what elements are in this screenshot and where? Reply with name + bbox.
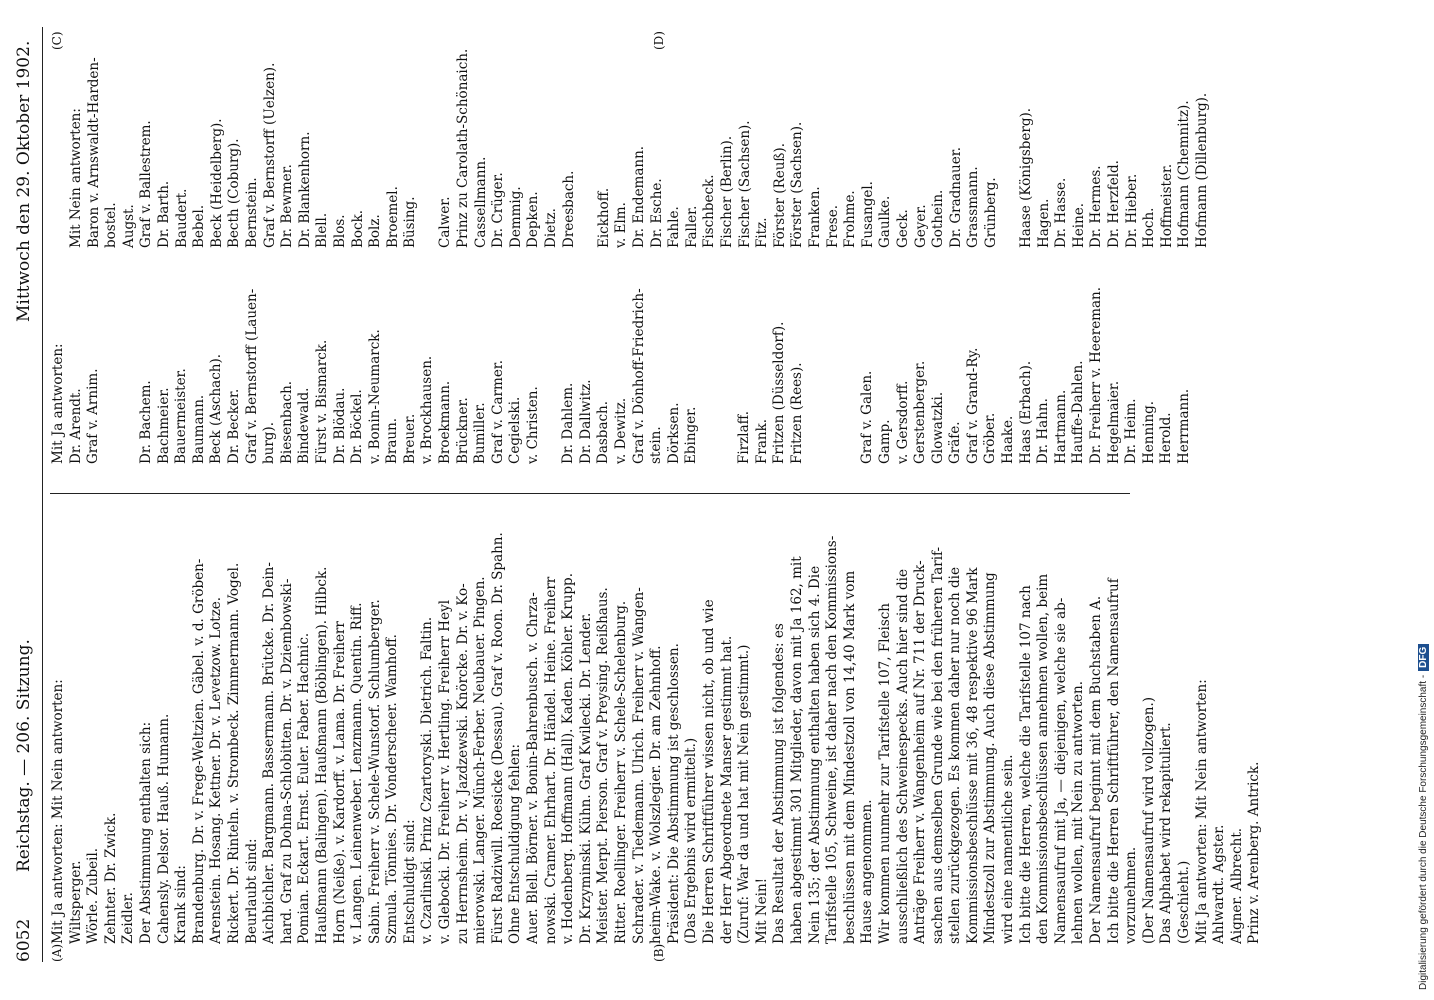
text-line: Sabin. Freiherr v. Schele-Wunstorf. Schlumberger.	[366, 599, 383, 944]
text-line: vorzunehmen.	[1123, 846, 1140, 944]
text-line: Horn (Neiße). v. Kardorff. v. Lama. Dr. Freiherr	[331, 621, 348, 944]
ja-name-line: Braun.	[384, 417, 401, 464]
ja-name-line: Gamp.	[876, 419, 893, 464]
margin-marker-b: (B)	[652, 943, 666, 962]
ja-name-line: Graf v. Carmer.	[489, 359, 506, 464]
ja-name-line: Henning.	[1140, 400, 1157, 464]
nein-name-line: bostel.	[103, 202, 120, 248]
text-line: Meister. Merpt. Pierson. Graf v. Preysing. Reißhaus.	[595, 587, 612, 944]
ja-name-line: Mit Ja antworten:	[50, 343, 66, 464]
nein-name-line	[1000, 28, 1018, 248]
ja-name-line: Graf v. Bernstorff (Lauen-	[243, 288, 260, 464]
nein-name-line: Fitz.	[754, 217, 771, 248]
text-line: Auer. Blell. Börner. v. Bonin-Bahrenbusch. v. Chrza-	[525, 592, 542, 944]
nein-name-line: Fahle.	[666, 206, 683, 248]
nein-name-line: Hoch.	[1141, 207, 1158, 248]
column-divider	[50, 493, 1130, 494]
text-line: ausschließlich des Schweinespecks. Auch hier sind die	[894, 569, 911, 944]
nein-name-line: Dr. Bewmer.	[279, 164, 296, 248]
text-line: Das Resultat der Abstimmung ist folgendes: es	[771, 623, 788, 944]
ja-name-line: Dr. Dallwitz.	[577, 379, 594, 464]
text-line: Aichbichler. Bargmann. Bassermann. Brütcke. Dr. Dein-	[261, 562, 278, 944]
ja-name-line: Bauermeister.	[173, 368, 190, 464]
ja-name-line: Ebinger.	[683, 406, 700, 464]
nein-name-line: Faller.	[683, 205, 700, 248]
ja-name-line: Frank.	[753, 418, 770, 464]
text-line: Rickert. Dr. Rinteln. v. Strombeck. Zimmermann. Vogel.	[225, 562, 242, 944]
text-line: Wörle. Zubeil.	[85, 847, 102, 944]
nein-name-line: Graf v. Ballestrem.	[138, 120, 155, 248]
header-date: Mittwoch den 29. Oktober 1902.	[14, 40, 34, 322]
nein-name-line: Dr. Hasse.	[1053, 177, 1070, 248]
nein-name-line: v. Elm.	[613, 202, 630, 248]
text-line: beschlüssen mit dem Mindestzoll von 14,40 Mark vom	[841, 570, 858, 944]
ja-name-line: Gräfe.	[947, 421, 964, 464]
nein-name-line: Geyer.	[912, 204, 929, 248]
ja-name-line: Dr. Becker.	[225, 388, 242, 464]
nein-name-line: Geck.	[894, 209, 911, 248]
text-line: wird eine namentliche sein.	[1000, 754, 1017, 944]
nein-name-line: Hagen.	[1035, 198, 1052, 248]
ja-name-line: Biesenbach.	[278, 380, 295, 464]
text-line: Brandenburg. Dr. v. Frege-Weltzien. Gäbel. v. d. Gröben-	[190, 558, 207, 944]
ja-name-line: Dr. Arendt.	[67, 388, 84, 464]
nein-name-line: Heine.	[1070, 202, 1087, 248]
nein-name-line: Baron v. Arnswaldt-Harden-	[85, 57, 102, 248]
text-line: Die Herren Schriftführer wissen nicht, ob und wie	[700, 599, 717, 944]
ja-name-line: Beck (Aschach).	[208, 353, 225, 464]
nein-name-line: Becth (Coburg).	[226, 138, 243, 248]
ja-name-line: Brückner.	[454, 397, 471, 464]
text-line: Zehnter. Dr. Zwick.	[102, 812, 119, 944]
nein-name-line: Dr. Crüger.	[490, 172, 507, 248]
text-line: Mit Nein!	[753, 877, 770, 944]
right-subcolumn	[68, 28, 1212, 248]
page-header	[12, 27, 40, 962]
ja-name-line: Graf v. Arnim.	[85, 368, 102, 464]
text-line: Kommissionsbeschlüsse mit 36, 48 respektive 96 Mark	[964, 567, 981, 944]
nein-name-line: Grassmann.	[965, 166, 982, 248]
rotated-page	[12, 27, 1382, 962]
nein-name-line: Baudert.	[173, 188, 190, 248]
ja-name-line: Dr. Heim.	[1123, 398, 1140, 464]
text-line: Tarifstelle 105, Schweine, ist daher nach den Kommissions-	[824, 535, 841, 944]
text-line: Ritter. Roellinger. Freiherr v. Schele-Schelenburg.	[613, 600, 629, 944]
nein-name-line: Bernstein.	[243, 177, 260, 248]
nein-name-line: Dietz.	[543, 208, 560, 248]
text-line: (Das Ergebnis wird ermittelt.)	[683, 737, 700, 944]
nein-name-line: Graf v. Bernstorff (Uelzen).	[261, 62, 278, 248]
ja-name-line: v. Gersdorff.	[894, 380, 911, 464]
text-line: (Zuruf: War da und hat mit Nein gestimmt.)	[736, 644, 753, 944]
ja-name-line: Dasbach.	[595, 400, 612, 464]
text-line: Cahensly. Delsor. Hauß. Humann.	[155, 713, 172, 944]
text-line: haben abgestimmt 301 Mitglieder, davon mit Ja 162, mit	[788, 556, 805, 944]
ja-name-line: Baumann.	[190, 394, 207, 464]
ja-name-line: v. Brockhausen.	[419, 355, 436, 464]
nein-name-line: Bolz.	[367, 214, 384, 248]
nein-name-line: Bebel.	[191, 204, 208, 248]
text-line: Entschuldigt sind:	[401, 819, 418, 944]
ja-name-line: Bachmeier.	[155, 387, 172, 464]
ja-name-line: Bindewald.	[296, 387, 313, 464]
nein-name-line: Dr. Gradnauer.	[947, 147, 964, 248]
text-line: Nein 135; der Abstimmung enthalten haben sich 4. Die	[806, 565, 823, 944]
nein-name-line: Eickhoff.	[595, 187, 612, 248]
nein-name-line: Augst.	[120, 204, 137, 248]
margin-marker-d: (D)	[652, 31, 666, 50]
ja-name-line: v. Dewitz.	[613, 397, 629, 464]
text-line: Ich bitte die Herren Schriftführer, den Namensaufruf	[1105, 578, 1122, 944]
text-line: Aigner. Albrecht.	[1228, 827, 1245, 944]
text-line: Hause angenommen.	[859, 799, 876, 944]
nein-name-line: Blell.	[314, 212, 331, 248]
text-line: nowski. Cramer. Ehrhart. Dr. Händel. Heine. Freiherr	[542, 576, 559, 944]
nein-name-line: Förster (Sachsen).	[789, 121, 806, 248]
nein-name-line: Frohme.	[842, 190, 859, 248]
text-line: Fürst Radziwill. Roesicke (Dessau). Graf v. Roon. Dr. Spahn.	[489, 532, 506, 944]
ja-name-line: Gerstenberger.	[912, 360, 929, 464]
text-line: Dr. Krzyminski. Kühn. Graf Kwilecki. Dr. Lender.	[577, 612, 594, 944]
nein-name-line: Dr. Hieber.	[1123, 173, 1140, 248]
nein-name-line: Calwer.	[437, 196, 454, 248]
ja-name-line: Fürst v. Bismarck.	[313, 339, 330, 464]
nein-name-line: Dr. Endemann.	[631, 145, 647, 248]
text-line: stellen zurückgezogen. Es kommen daher nur noch die	[947, 567, 964, 944]
text-line: v. Langen. Leinenweber. Lenzmann. Quentin. Riff.	[349, 602, 366, 944]
ja-name-line: Bumiller.	[472, 402, 489, 464]
nein-name-line: Büsing.	[402, 196, 419, 248]
nein-name-line: Depken.	[525, 191, 542, 248]
ja-name-line: Graf v. Grand-Ry.	[964, 347, 981, 464]
nein-name-line: Dr. Esche.	[648, 178, 665, 248]
text-line: Ohne Entschuldigung fehlen:	[507, 743, 524, 944]
text-line: Mit Ja antworten: Mit Nein antworten:	[1193, 679, 1210, 944]
nein-name-line: Franken.	[806, 186, 823, 248]
ja-name-line: Dr. Hahn.	[1035, 398, 1052, 464]
text-line: Das Alphabet wird rekapituliert.	[1158, 722, 1175, 944]
nein-name-line: Demmig.	[507, 186, 524, 248]
nein-name-line: Dr. Blankenhorn.	[296, 131, 313, 248]
nein-name-line: Cassellmann.	[472, 156, 489, 248]
ja-name-line: Dr. Bachem.	[137, 380, 154, 464]
ja-name-line: Fritzen (Rees).	[788, 362, 805, 464]
page-number: 6052	[14, 918, 34, 962]
dfg-logo: DFG	[1418, 644, 1429, 671]
text-line: der Herr Abgeordnete Manser gestimmt hat.	[718, 635, 735, 944]
text-line: v. Hodenberg. Hoffmann (Hall). Kaden. Köhler. Krupp.	[560, 573, 577, 944]
text-line: Beurlaubt sind:	[243, 838, 260, 944]
watermark	[1418, 644, 1429, 990]
text-line: v. Glebocki. Dr. Freiherr v. Hertling. Freiherr Heyl	[437, 599, 454, 944]
nein-name-line: Dreesbach.	[560, 170, 577, 248]
ja-name-line: Hartmann.	[1052, 389, 1069, 464]
text-line: Haußmann (Balingen). Haußmann (Böblingen). Hilbck.	[313, 566, 330, 944]
text-line: Prinz v. Arenberg. Antrick.	[1246, 761, 1263, 944]
text-line: hard. Graf zu Dohna-Schlobitten. Dr. v. Dziembowski-	[278, 578, 295, 944]
text-line: Präsident: Die Abstimmung ist geschlossen.	[665, 643, 682, 944]
ja-name-line: Herrmann.	[1176, 388, 1192, 464]
nein-name-line: Fusangel.	[859, 181, 876, 248]
text-line: Ich bitte die Herren, welche die Tarifstelle 107 nach	[1017, 585, 1034, 944]
text-line: Der Namensaufruf beginnt mit dem Buchstaben A.	[1088, 595, 1105, 944]
text-line: lehnen wollen, mit Nein zu antworten.	[1070, 681, 1087, 944]
ja-name-line: Gröber.	[982, 412, 999, 464]
nein-name-line: Gaulke.	[877, 195, 894, 248]
nein-name-line: Förster (Reuß).	[771, 143, 788, 248]
nein-name-line: Dr. Barth.	[155, 180, 172, 248]
ja-name-line: v. Christen.	[525, 386, 542, 464]
text-line: Anträge Freiherr v. Wangenheim auf Nr. 711 der Druck-	[912, 560, 929, 944]
margin-marker-a: (A)	[50, 943, 64, 962]
nein-name-line	[420, 28, 438, 248]
nein-name-line: Mit Nein antworten:	[68, 108, 84, 248]
nein-name-line: Bock.	[349, 209, 366, 248]
nein-name-line: Dr. Herzfeld.	[1106, 160, 1123, 248]
ja-name-line: Herold.	[1158, 412, 1175, 464]
header-title: Reichstag. — 206. Sitzung.	[14, 639, 34, 872]
text-line: Schrader. v. Tiedemann. Ulrich. Freiherr v. Wangen-	[630, 587, 647, 944]
text-line: Ahlwardt. Agster.	[1211, 824, 1228, 944]
ja-name-line: Firzlaff.	[736, 410, 753, 464]
ja-name-line: Graf v. Dönhoff-Friedrich-	[630, 288, 647, 464]
ja-name-line: stein.	[648, 426, 665, 464]
text-line: Mit Ja antworten: Mit Nein antworten:	[50, 679, 66, 944]
ja-name-line: burg).	[261, 422, 278, 464]
ja-name-line: Hauffe-Dahlen.	[1070, 360, 1087, 464]
text-line: Krank sind:	[173, 865, 190, 944]
text-line: den Kommissionsbeschlüssen annehmen wollen, beim	[1035, 573, 1052, 944]
ja-name-line: Glowatzki.	[929, 391, 946, 464]
nein-name-line: Fischbeck.	[701, 174, 718, 248]
nein-name-line: Hofmann (Chemnitz).	[1176, 100, 1193, 248]
text-line: Mindestzoll zur Abstimmung. Auch diese Abstimmung	[982, 572, 999, 944]
nein-name-line	[578, 28, 596, 248]
text-line: Pomian. Eckart. Ernst. Euler. Faber. Hachnic.	[296, 632, 313, 944]
nein-name-line: Blos.	[331, 214, 348, 248]
text-line: (Der Namensaufruf wird vollzogen.)	[1140, 696, 1157, 944]
nein-name-line: Hoffmeister.	[1158, 163, 1175, 248]
ja-name-line: Haake.	[1000, 415, 1017, 464]
nein-name-line: Fischer (Sachsen).	[736, 120, 753, 248]
ja-name-line: Graf v. Galen.	[859, 370, 876, 464]
left-column	[50, 514, 1264, 944]
text-line: sachen aus demselben Grunde wie bei den früheren Tarif-	[929, 546, 946, 944]
text-line: v. Czarlinski. Prinz Czartoryski. Dietrich. Faltin.	[419, 616, 436, 944]
ja-name-line: Breuer.	[401, 413, 418, 464]
ja-name-line: Haas (Erbach).	[1017, 360, 1034, 464]
ja-name-line: Dr. Böckel.	[349, 389, 366, 464]
nein-name-line: Haase (Königsberg).	[1018, 107, 1035, 248]
nein-name-line: Prinz zu Carolath-Schönaich.	[455, 48, 472, 248]
nein-name-line: Frese.	[824, 204, 841, 248]
text-line: heim-Wake. v. Wolszlegier. Dr. am Zehnhoff.	[648, 645, 665, 944]
ja-name-line: Dr. Freiherr v. Heereman.	[1088, 286, 1105, 464]
text-line: zu Herrnsheim. Dr. v. Jazdzewski. Knörcke. Dr. v. Ko-	[454, 583, 471, 944]
ja-name-line: Broekmann.	[437, 380, 454, 464]
nein-name-line: Dr. Hermes.	[1088, 165, 1105, 248]
nein-name-line: Beck (Heidelberg).	[208, 118, 225, 248]
nein-name-line: Hofmann (Dillenburg).	[1194, 92, 1210, 248]
ja-name-line: Cegielski.	[507, 396, 524, 464]
nein-name-line: Broemel.	[384, 186, 401, 248]
ja-name-line: Dr. Blödau.	[331, 387, 348, 464]
nein-name-line: Gothein.	[930, 189, 947, 248]
header-rule	[42, 27, 43, 962]
nein-name-line: Fischer (Berlin).	[718, 135, 735, 248]
watermark-text: Digitalisierung gefördert durch die Deutsche Forschungsgemeinschaft -	[1418, 674, 1429, 990]
ja-name-line: v. Bonin-Neumarck.	[366, 329, 383, 464]
text-line: Namensaufruf mit Ja, — diejenigen, welche sie ab-	[1052, 597, 1069, 944]
nein-name-line: Grünberg.	[982, 177, 999, 248]
text-line: Wiltsperger.	[67, 860, 84, 944]
ja-name-line: Dörksen.	[665, 402, 682, 464]
ja-name-line: Fritzen (Düsseldorf).	[771, 321, 788, 464]
margin-marker-c: (C)	[50, 31, 64, 50]
text-line: Arenstein. Hosang. Kettner. Dr. v. Levetzow. Lotze.	[208, 596, 225, 944]
text-line: mierowski. Langer. Münch-Ferber. Neubauer. Pingen.	[472, 576, 489, 944]
text-line: Zeidler.	[120, 892, 137, 944]
text-line: Der Abstimmung enthalten sich:	[137, 721, 154, 944]
text-line: Szmula. Tönnies. Dr. Vonderscheer. Wamhoff.	[384, 634, 401, 944]
text-line: Wir kommen nunmehr zur Tarifstelle 107, Fleisch	[876, 602, 893, 944]
ja-name-line: Dr. Dahlem.	[560, 382, 577, 464]
ja-name-line: Hegelmaier.	[1105, 380, 1122, 464]
text-line: (Geschieht.)	[1176, 860, 1192, 944]
